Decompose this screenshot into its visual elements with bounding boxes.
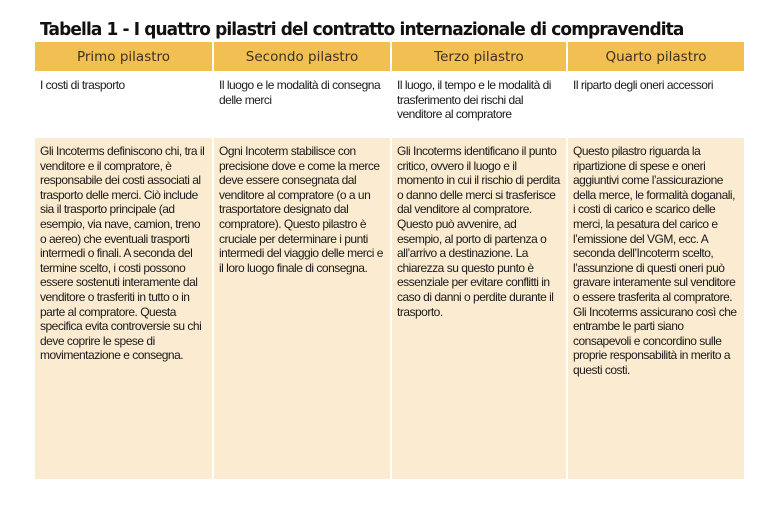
subtitle-cell-1: [35, 71, 212, 138]
column-header-1: Primo pilastro: [35, 42, 212, 71]
description-cell-1: [35, 138, 212, 479]
subtitle-text: Il riparto degli oneri accessori: [573, 78, 714, 92]
column-header-4: Quarto pilastro: [568, 42, 744, 71]
table-title: Tabella 1 - I quattro pilastri del contratto internazionale di compravendita: [40, 20, 684, 40]
column-header-3: Terzo pilastro: [392, 42, 566, 71]
description-text: Gli Incoterms identificano il punto critico, ovvero il luogo e il momento in cui il rischio di perdita o danno delle merci si trasferisce dal venditore al compratore. Questo può avvenire, ad esempio, al porto di partenza o all’arrivo a destinazione. La chiarezza su questo punto è essenziale per evitare conflitti in caso di danni o perdite durante il trasporto.: [397, 144, 560, 319]
column-header-2: Secondo pilastro: [214, 42, 390, 71]
subtitle-text: Il luogo e le modalità di consegna delle merci: [219, 78, 381, 107]
subtitle-cell-4: [568, 71, 744, 138]
subtitle-text: Il luogo, il tempo e le modalità di trasferimento dei rischi dal venditore al compratore: [397, 78, 551, 121]
description-cell-3: [392, 138, 566, 479]
description-cell-4: [568, 138, 744, 479]
subtitle-cell-2: [214, 71, 390, 138]
description-text: Questo pilastro riguarda la ripartizione di spese e oneri aggiuntivi come l’assicurazione della merce, le formalità doganali, i costi di carico e scarico delle merci, la pesatura del carico e l’emissione del VGM, ecc. A seconda dell’Incoterm scelto, l’assunzione di questi oneri può gravare interamente sul venditore o essere trasferita al compratore. Gli Incoterms assicurano così che entrambe le parti siano consapevoli e concordino sulle proprie responsabilità in merito a questi costi.: [573, 144, 737, 377]
description-text: Gli Incoterms definiscono chi, tra il venditore e il compratore, è responsabile dei costi associati al trasporto delle merci. Ciò include sia il trasporto principale (ad esempio, via nave, camion, treno o aereo) che eventuali trasporti intermedi o finali. A seconda del termine scelto, i costi possono essere sostenuti interamente dal venditore o trasferiti in tutto o in parte al compratore. Questa specifica evita controversie su chi deve coprire le spese di movimentazione e consegna.: [40, 144, 205, 363]
description-cell-2: [214, 138, 390, 479]
description-text: Ogni Incoterm stabilisce con precisione dove e come la merce deve essere consegnata dal venditore al compratore (o a un trasportatore designato dal compratore). Questo pilastro è cruciale per determinare i punti intermedi del viaggio delle merci e il loro luogo finale di consegna.: [219, 144, 383, 275]
subtitle-text: I costi di trasporto: [40, 78, 125, 92]
pillars-table: [35, 42, 743, 479]
subtitle-cell-3: [392, 71, 566, 138]
